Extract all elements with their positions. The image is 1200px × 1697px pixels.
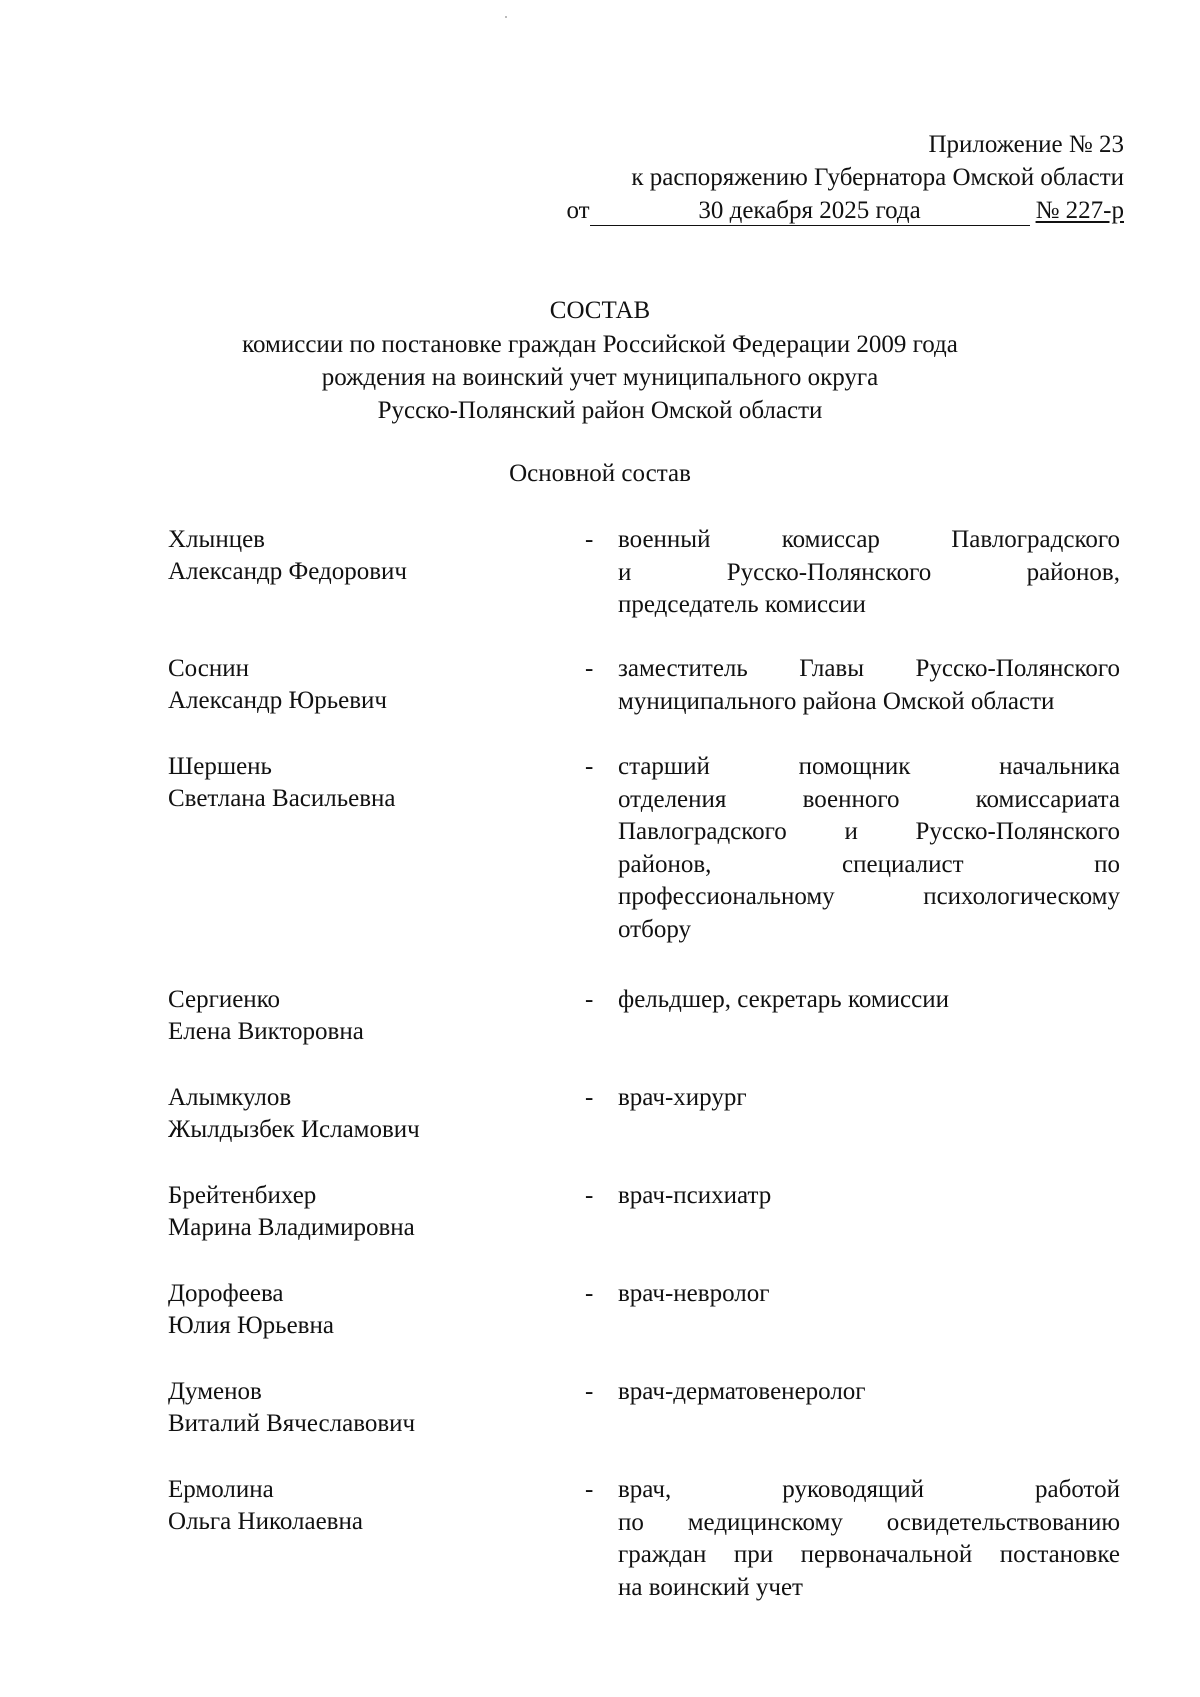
role-line xyxy=(618,984,1120,1017)
member-name xyxy=(168,984,568,1048)
role-word: фельдшер, секретарь комиссии xyxy=(618,986,950,1013)
member-role xyxy=(618,1082,1120,1115)
role-word: старший xyxy=(618,753,710,780)
role-word: граждан xyxy=(618,1541,707,1568)
role-word: помощник xyxy=(798,753,911,780)
role-line xyxy=(618,751,1120,784)
role-word: врач, xyxy=(618,1476,672,1503)
role-word: психологическому xyxy=(923,883,1120,910)
section-title: Основной состав xyxy=(509,460,691,487)
member-role xyxy=(618,653,1120,718)
role-word: военный xyxy=(618,526,711,553)
member-surname: Шершень xyxy=(168,753,272,780)
member-surname: Брейтенбихер xyxy=(168,1182,317,1209)
member-surname: Хлынцев xyxy=(168,526,265,553)
member-name xyxy=(168,1376,568,1440)
member-name xyxy=(168,1474,568,1538)
member-name xyxy=(168,1180,568,1244)
member-dash: - xyxy=(585,1378,594,1405)
appendix-reference: к распоряжению Губернатора Омской области xyxy=(631,164,1124,191)
role-word: постановке xyxy=(999,1541,1120,1568)
member-given-names: Александр Юрьевич xyxy=(168,687,387,714)
member-name xyxy=(168,1278,568,1342)
member-role xyxy=(618,1474,1120,1604)
role-word: медицинскому xyxy=(687,1508,843,1536)
role-word: районов, xyxy=(618,850,712,878)
role-word: при xyxy=(733,1541,774,1568)
role-line xyxy=(618,1539,1120,1572)
member-dash: - xyxy=(585,986,594,1013)
member-dash: - xyxy=(585,1182,594,1209)
role-line xyxy=(618,1376,1120,1409)
role-line xyxy=(618,589,1120,622)
role-word: и xyxy=(844,818,858,845)
role-word: профессиональному xyxy=(618,883,835,910)
member-role xyxy=(618,751,1120,946)
member-given-names: Ольга Николаевна xyxy=(168,1508,363,1535)
role-word: Павлоградского xyxy=(951,526,1120,553)
date-prefix: от xyxy=(566,197,590,224)
role-line xyxy=(618,849,1120,882)
subtitle-line: рождения на воинский учет муниципального округа xyxy=(321,364,879,391)
role-word: председатель комиссии xyxy=(618,591,866,618)
role-word: муниципального района Омской области xyxy=(618,687,1055,715)
role-line xyxy=(618,1180,1120,1213)
role-word: по xyxy=(1094,850,1120,878)
document-title: СОСТАВ xyxy=(549,297,651,324)
role-line xyxy=(618,1082,1120,1115)
order-number: № 227-р xyxy=(1035,197,1124,224)
member-dash: - xyxy=(585,1476,594,1503)
role-line xyxy=(618,686,1120,719)
role-word: комиссар xyxy=(781,526,880,553)
role-word: заместитель xyxy=(618,655,748,682)
role-line xyxy=(618,524,1120,557)
member-dash: - xyxy=(585,526,594,553)
scan-speck xyxy=(505,16,507,18)
role-word: Главы xyxy=(799,655,865,682)
member-name xyxy=(168,751,568,815)
role-line xyxy=(618,784,1120,817)
member-given-names: Юлия Юрьевна xyxy=(168,1312,334,1339)
role-line xyxy=(618,881,1120,914)
role-word: первоначальной xyxy=(800,1541,973,1568)
member-surname: Ермолина xyxy=(168,1476,274,1503)
member-given-names: Жылдызбек Исламович xyxy=(168,1116,420,1143)
role-line xyxy=(618,1474,1120,1507)
role-word: комиссариата xyxy=(975,785,1120,813)
role-word: работой xyxy=(1035,1476,1120,1503)
member-dash: - xyxy=(585,1280,594,1307)
member-surname: Дорофеева xyxy=(168,1280,284,1307)
role-word: и xyxy=(618,558,632,586)
role-word: Павлоградского xyxy=(618,818,787,845)
member-role xyxy=(618,1180,1120,1213)
member-given-names: Марина Владимировна xyxy=(168,1214,415,1241)
member-given-names: Светлана Васильевна xyxy=(168,785,396,812)
role-word: специалист xyxy=(842,850,964,878)
role-word: Русско-Полянского xyxy=(726,558,932,586)
role-word: по xyxy=(618,1508,644,1536)
role-word: врач-хирург xyxy=(618,1084,747,1111)
role-word: Русско-Полянского xyxy=(915,818,1120,845)
member-role xyxy=(618,984,1120,1017)
role-line xyxy=(618,1507,1120,1540)
subtitle-line: Русско-Полянский район Омской области xyxy=(377,397,823,424)
member-role xyxy=(618,524,1120,622)
role-line xyxy=(618,1572,1120,1605)
member-dash: - xyxy=(585,1084,594,1111)
member-surname: Алымкулов xyxy=(168,1084,292,1111)
appendix-block xyxy=(500,128,1124,227)
member-given-names: Александр Федорович xyxy=(168,558,407,585)
appendix-date-line xyxy=(500,194,1124,227)
member-surname: Думенов xyxy=(168,1378,262,1405)
member-name xyxy=(168,524,568,588)
member-surname: Сергиенко xyxy=(168,986,281,1013)
member-given-names: Елена Викторовна xyxy=(168,1018,364,1045)
member-given-names: Виталий Вячеславович xyxy=(168,1410,416,1437)
subtitle-line: комиссии по постановке граждан Российской Федерации 2009 года xyxy=(242,331,958,358)
role-line xyxy=(618,1278,1120,1311)
role-line xyxy=(618,653,1120,686)
member-name xyxy=(168,653,568,717)
date-value: 30 декабря 2025 года xyxy=(590,197,1030,226)
member-surname: Соснин xyxy=(168,655,250,682)
role-word: руководящий xyxy=(782,1476,924,1503)
role-word: военного xyxy=(802,785,900,813)
role-word: Русско-Полянского xyxy=(915,655,1120,682)
appendix-number: Приложение № 23 xyxy=(928,131,1124,158)
role-word: врач-психиатр xyxy=(618,1182,772,1209)
member-role xyxy=(618,1376,1120,1409)
member-dash: - xyxy=(585,655,594,682)
role-line xyxy=(618,557,1120,590)
role-word: врач-дерматовенеролог xyxy=(618,1378,866,1405)
role-word: врач-невролог xyxy=(618,1280,770,1307)
role-line xyxy=(618,816,1120,849)
role-word: освидетельствованию xyxy=(886,1508,1120,1536)
role-word: на воинский учет xyxy=(618,1573,803,1601)
role-word: начальника xyxy=(999,753,1120,780)
role-word: отделения xyxy=(618,785,727,813)
document-subtitle xyxy=(0,328,1200,427)
role-word: районов, xyxy=(1026,558,1120,586)
member-dash: - xyxy=(585,753,594,780)
role-line xyxy=(618,914,1120,947)
member-role xyxy=(618,1278,1120,1311)
member-name xyxy=(168,1082,568,1146)
role-word: отбору xyxy=(618,915,691,943)
